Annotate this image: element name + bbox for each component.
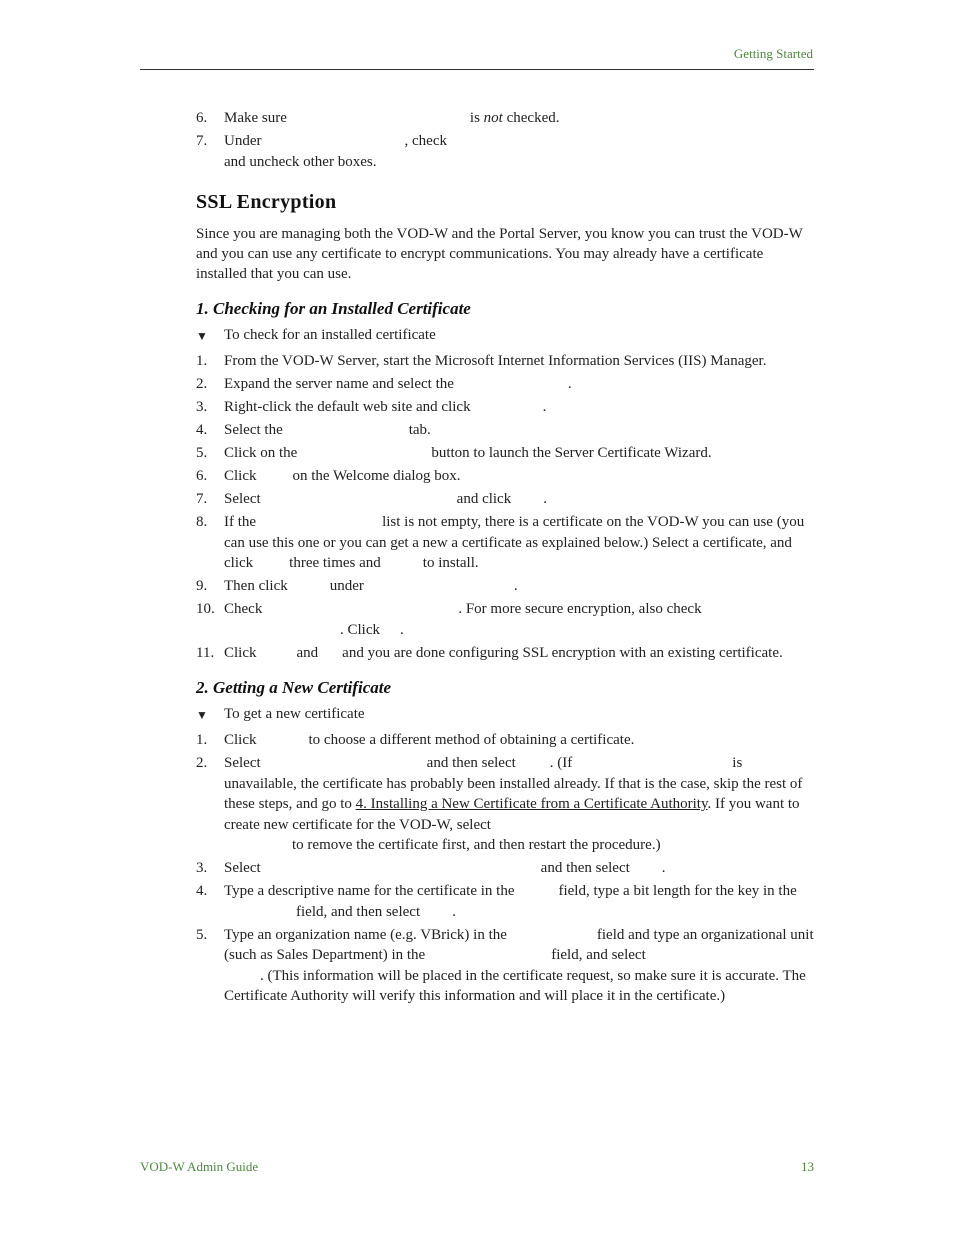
list-item: 2. Expand the server name and select the . (196, 374, 814, 395)
footer-doc-title: VOD-W Admin Guide (140, 1159, 259, 1174)
step-number: 2. (196, 755, 208, 771)
list-item: 1. Click to choose a different method of obtaining a certificate. (196, 730, 814, 751)
step-number: 6. (196, 468, 208, 484)
cross-reference-link[interactable]: 4. Installing a New Certificate from a Certificate Authority (355, 796, 708, 812)
header-divider (140, 69, 814, 70)
list-item: 4. Type a descriptive name for the certificate in the field, type a bit length for the key in thefield, and then select . (196, 883, 797, 920)
step-number: 1. (196, 732, 208, 748)
step-number: 1. (196, 353, 208, 369)
list-item: 5. Click on the button to launch the Server Certificate Wizard. (196, 443, 814, 464)
list-item: 9. Then click under . (196, 576, 814, 597)
step-number: 5. (196, 445, 208, 461)
list-item: 4. Select the tab. (196, 420, 814, 441)
list-item: 7. Select and click . (196, 489, 814, 510)
task-heading: ▼ To get a new certificate (196, 704, 814, 724)
list-item: 6. Make sure is not checked. (196, 108, 814, 129)
step-number: 2. (196, 376, 208, 392)
step-number: 6. (196, 110, 208, 126)
step-number: 7. (196, 133, 208, 149)
list-item: 11. Click and and you are done configuring SSL encryption with an existing certificate. (196, 643, 814, 664)
subsection-title-checking: 1. Checking for an Installed Certificate (196, 299, 471, 318)
step-number: 7. (196, 491, 208, 507)
step-number: 10. (196, 601, 215, 617)
list-item: 6. Click on the Welcome dialog box. (196, 466, 814, 487)
step-number: 9. (196, 578, 208, 594)
list-item: 10. Check . For more secure encryption, also check . Click . (196, 601, 702, 638)
step-number: 3. (196, 399, 208, 415)
step-number: 8. (196, 514, 208, 530)
step-number: 11. (196, 644, 215, 661)
list-item: 5. Type an organization name (e.g. VBrick) in the field and type an organizational unit (such as Sales Department) in the field, and select . (This information will be placed in the certificate request, so make sure it is accurate. The Certificate Authority will verify this information and will place it in the certificate.) (196, 926, 814, 1004)
ssl-intro: Since you are managing both the VOD-W and the Portal Server, you know you can trust the VOD-W and you can use any certificate to encrypt communications. You may already have a certificate installed that you can use. (196, 226, 803, 282)
page-content (196, 108, 814, 1009)
step-number: 4. (196, 422, 208, 438)
step-number: 3. (196, 860, 208, 876)
footer-page-number: 13 (801, 1159, 814, 1174)
subsection-title-getting: 2. Getting a New Certificate (196, 678, 392, 697)
step-number: 5. (196, 926, 208, 943)
triangle-bullet-icon: ▼ (196, 708, 208, 722)
section-title-ssl: SSL Encryption (196, 191, 337, 213)
list-item: 3. Right-click the default web site and click . (196, 397, 814, 418)
triangle-bullet-icon: ▼ (196, 329, 208, 343)
list-item: 3. Select and then select . (196, 858, 814, 879)
list-item: 2. Select and then select . (If is unavailable, the certificate has probably been installed already. If that is the case, skip the rest of these steps, and go to 4. Installing a New Certificate from a Certificate Authority. If you want to create new certificate for the VOD-W, select to remove the certificate first, and then restart the procedure.) (196, 755, 803, 853)
task-heading: ▼ To check for an installed certificate (196, 325, 814, 345)
step-number: 4. (196, 883, 208, 899)
list-item: 7. Under , check and uncheck other boxes. (196, 133, 447, 170)
list-item: 1. From the VOD-W Server, start the Microsoft Internet Information Services (IIS) Manager. (196, 351, 814, 372)
running-header: Getting Started (733, 46, 813, 61)
list-item: 8. If the list is not empty, there is a certificate on the VOD-W you can use (you can use this one or you can get a new a certificate as explained below.) Select a certificate, and click three times and to install. (196, 514, 805, 571)
